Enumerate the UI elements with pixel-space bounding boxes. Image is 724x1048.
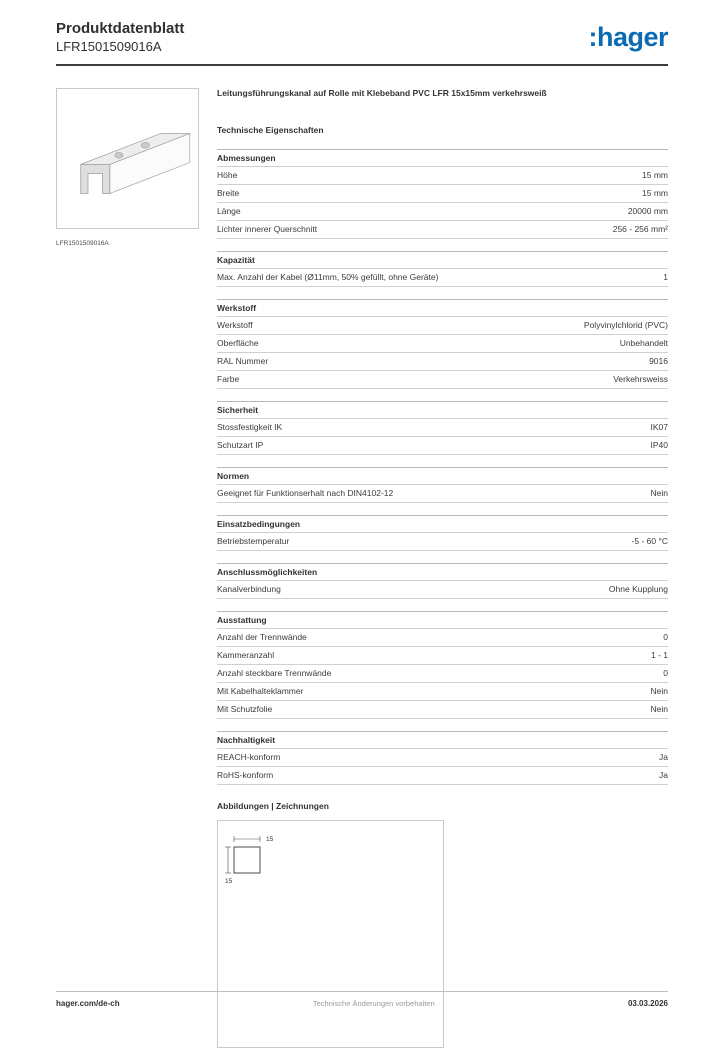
row-label: RAL Nummer: [217, 356, 269, 367]
image-column: [56, 88, 199, 1048]
row-label: Lichter innerer Querschnitt: [217, 224, 318, 235]
row-value: 15 mm: [642, 188, 668, 199]
row-value: 9016: [649, 356, 668, 367]
row-value: IP40: [650, 440, 668, 451]
row-label: Farbe: [217, 374, 240, 385]
section-title: Sicherheit: [217, 401, 668, 419]
section-rows: [217, 317, 668, 389]
row-label: RoHS-konform: [217, 770, 274, 781]
row-label: Oberfläche: [217, 338, 259, 349]
document-footer: [56, 991, 668, 1008]
drawings-heading: Abbildungen | Zeichnungen: [217, 800, 329, 811]
image-caption: LFR1501509016A: [56, 239, 109, 247]
spec-row: [217, 767, 668, 785]
page-title: Produktdatenblatt: [56, 20, 185, 37]
spec-row: [217, 533, 668, 551]
spec-row: [217, 317, 668, 335]
row-label: Kanalverbindung: [217, 584, 281, 595]
row-label: Betriebstemperatur: [217, 536, 290, 547]
row-label: Stossfestigkeit IK: [217, 422, 283, 433]
row-value: IK07: [650, 422, 668, 433]
dim-top-label: 15: [266, 835, 274, 843]
row-value: 256 - 256 mm²: [612, 224, 668, 235]
main-content: [56, 88, 668, 1048]
spec-row: [217, 221, 668, 239]
spec-section: [217, 401, 668, 455]
row-label: Mit Schutzfolie: [217, 704, 273, 715]
section-title: Anschlussmöglichkeiten: [217, 563, 668, 581]
spec-section: [217, 731, 668, 785]
section-rows: [217, 419, 668, 455]
document-header: [56, 0, 668, 66]
section-rows: [217, 533, 668, 551]
row-label: Werkstoff: [217, 320, 253, 331]
section-title: Ausstattung: [217, 611, 668, 629]
product-reference: LFR1501509016A: [56, 38, 162, 54]
dimension-drawing: [222, 825, 342, 905]
spec-row: [217, 581, 668, 599]
section-title: Einsatzbedingungen: [217, 515, 668, 533]
row-label: Schutzart IP: [217, 440, 264, 451]
section-rows: [217, 581, 668, 599]
section-title: Kapazität: [217, 251, 668, 269]
spec-row: [217, 371, 668, 389]
row-value: Nein: [650, 686, 668, 697]
row-value: Nein: [650, 704, 668, 715]
section-rows: [217, 629, 668, 719]
row-value: 20000 mm: [627, 206, 668, 217]
row-label: Mit Kabelhalteklammer: [217, 686, 304, 697]
footer-date: 03.03.2026: [627, 999, 668, 1008]
cable-trunking-illustration: [64, 108, 192, 208]
row-label: Höhe: [217, 170, 238, 181]
header-titles: [56, 20, 184, 56]
dim-left-label: 15: [225, 877, 233, 885]
spec-row: [217, 419, 668, 437]
section-title: Werkstoff: [217, 299, 668, 317]
row-label: Länge: [217, 206, 241, 217]
technical-drawing: [217, 820, 444, 1048]
spec-row: [217, 203, 668, 221]
section-title: Normen: [217, 467, 668, 485]
footer-website-link[interactable]: hager.com/de-ch: [56, 999, 120, 1008]
row-value: 15 mm: [642, 170, 668, 181]
spec-section: [217, 563, 668, 599]
row-label: Geeignet für Funktionserhalt nach DIN4102-12: [217, 488, 394, 499]
row-value: Ohne Kupplung: [608, 584, 668, 595]
spec-row: [217, 269, 668, 287]
row-label: Anzahl der Trennwände: [217, 632, 307, 643]
section-rows: [217, 167, 668, 239]
spec-row: [217, 485, 668, 503]
row-label: Anzahl steckbare Trennwände: [217, 668, 332, 679]
spec-row: [217, 701, 668, 719]
row-value: Nein: [650, 488, 668, 499]
row-value: Polyvinylchlorid (PVC): [583, 320, 668, 331]
spec-row: [217, 353, 668, 371]
spec-row: [217, 167, 668, 185]
section-title: Nachhaltigkeit: [217, 731, 668, 749]
spec-row: [217, 437, 668, 455]
section-rows: [217, 269, 668, 287]
spec-column: [217, 88, 668, 1048]
spec-section: [217, 149, 668, 239]
row-value: 0: [663, 668, 668, 679]
row-value: Ja: [659, 752, 668, 763]
spec-row: [217, 629, 668, 647]
row-label: Kammeranzahl: [217, 650, 275, 661]
row-label: REACH-konform: [217, 752, 281, 763]
footer-disclaimer: Technische Änderungen vorbehalten: [312, 999, 435, 1008]
row-value: 1: [663, 272, 668, 283]
spec-section: [217, 299, 668, 389]
section-title: Abmessungen: [217, 149, 668, 167]
spec-section: [217, 251, 668, 287]
spec-row: [217, 683, 668, 701]
spec-row: [217, 749, 668, 767]
product-image: [56, 88, 199, 229]
row-value: 1 - 1: [650, 650, 668, 661]
product-title: Leitungsführungskanal auf Rolle mit Klebeband PVC LFR 15x15mm verkehrsweiß: [217, 87, 547, 98]
row-value: Ja: [659, 770, 668, 781]
spec-section: [217, 467, 668, 503]
row-value: -5 - 60 °C: [631, 536, 668, 547]
spec-row: [217, 185, 668, 203]
spec-row: [217, 335, 668, 353]
section-rows: [217, 749, 668, 785]
row-value: Verkehrsweiss: [613, 374, 668, 385]
tech-properties-heading: Technische Eigenschaften: [217, 124, 324, 135]
section-rows: [217, 485, 668, 503]
row-value: Unbehandelt: [619, 338, 668, 349]
row-value: 0: [663, 632, 668, 643]
spec-row: [217, 665, 668, 683]
spec-sections: [217, 149, 668, 785]
row-label: Breite: [217, 188, 240, 199]
spec-row: [217, 647, 668, 665]
spec-section: [217, 515, 668, 551]
hager-logo: :hager: [588, 22, 668, 52]
spec-section: [217, 611, 668, 719]
row-label: Max. Anzahl der Kabel (Ø11mm, 50% gefüllt, ohne Geräte): [217, 272, 439, 283]
